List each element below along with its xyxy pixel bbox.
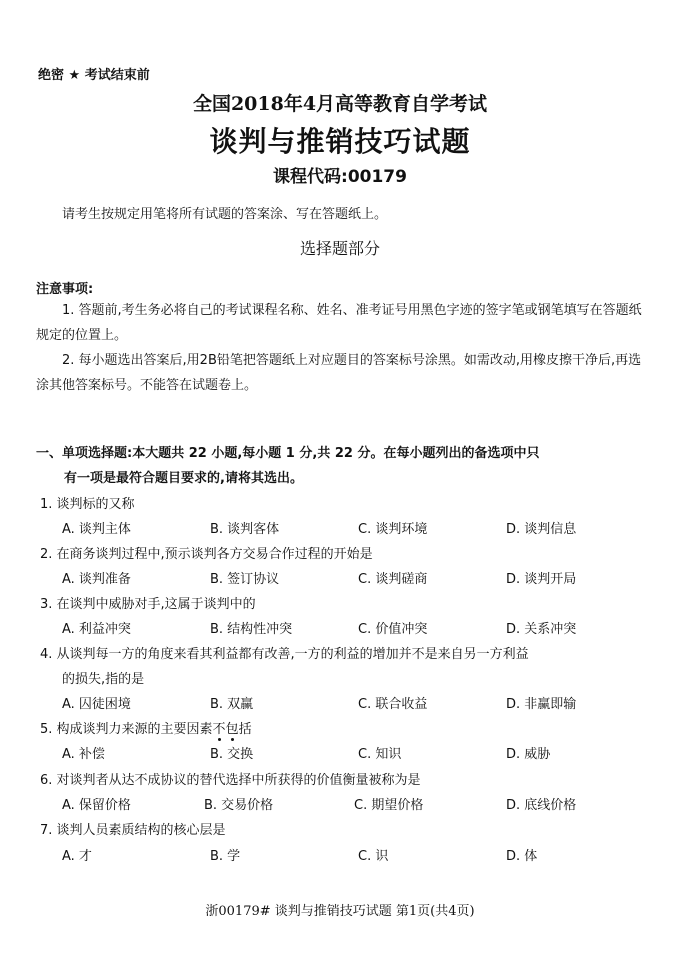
exam-session-line: 全国2018年4月高等教育自学考试 bbox=[192, 93, 488, 115]
section-title: 选择题部分 bbox=[299, 239, 380, 258]
question-6-option-b: B. 交易价格 bbox=[204, 798, 274, 813]
notes-title: 注意事项: bbox=[36, 282, 94, 297]
question-5-stem-end: 括 bbox=[238, 722, 252, 737]
question-4-option-c: C. 联合收益 bbox=[358, 697, 428, 712]
instruction-text: 请考生按规定用笔将所有试题的答案涂、写在答题纸上。 bbox=[62, 207, 388, 222]
question-1-option-d: D. 谈判信息 bbox=[506, 522, 577, 537]
question-6-option-d: D. 底线价格 bbox=[506, 798, 577, 813]
part1-heading-line2: 有一项是最符合题目要求的,请将其选出。 bbox=[64, 471, 303, 486]
question-5-option-c: C. 知识 bbox=[358, 747, 402, 762]
question-1-option-a: A. 谈判主体 bbox=[62, 522, 131, 537]
note-item-1: 1. 答题前,考生务必将自己的考试课程名称、姓名、准考证号用黑色字迹的签字笔或钢笔填写在答题纸规定的位置上。 bbox=[36, 303, 642, 343]
question-1-stem: 1. 谈判标的又称 bbox=[40, 497, 135, 512]
page-title: 谈判与推销技巧试题 bbox=[209, 125, 471, 158]
emphasis-dot-char: 不 bbox=[213, 718, 226, 737]
confidential-label: 绝密 ★ 考试结束前 bbox=[38, 68, 150, 83]
question-3-stem: 3. 在谈判中威胁对手,这属于谈判中的 bbox=[40, 597, 256, 612]
part1-heading-line1: 一、单项选择题:本大题共 22 小题,每小题 1 分,共 22 分。在每小题列出的备选项中只 bbox=[36, 446, 540, 461]
question-2-stem: 2. 在商务谈判过程中,预示谈判各方交易合作过程的开始是 bbox=[40, 547, 373, 562]
question-7-option-c: C. 识 bbox=[358, 849, 389, 864]
question-4-option-a: A. 囚徒困境 bbox=[62, 697, 131, 712]
question-5-option-a: A. 补偿 bbox=[62, 747, 105, 762]
emphasis-dot-char: 包 bbox=[226, 718, 239, 737]
question-5-stem-text: 5. 构成谈判力来源的主要因素 bbox=[40, 722, 213, 737]
question-3-option-b: B. 结构性冲突 bbox=[210, 622, 293, 637]
question-1-option-b: B. 谈判客体 bbox=[210, 522, 280, 537]
question-6-option-a: A. 保留价格 bbox=[62, 798, 131, 813]
question-7-option-d: D. 体 bbox=[506, 849, 538, 864]
question-4-stem-continued: 的损失,指的是 bbox=[62, 672, 145, 687]
question-2-option-d: D. 谈判开局 bbox=[506, 572, 577, 587]
question-5-option-d: D. 威胁 bbox=[506, 747, 551, 762]
note-item-2: 2. 每小题选出答案后,用2B铅笔把答题纸上对应题目的答案标号涂黑。如需改动,用橡皮擦干净后,再选涂其他答案标号。不能答在试题卷上。 bbox=[36, 353, 642, 393]
question-7-stem: 7. 谈判人员素质结构的核心层是 bbox=[40, 823, 226, 838]
question-5-option-b: B. 交换 bbox=[210, 747, 254, 762]
question-7-option-a: A. 才 bbox=[62, 849, 92, 864]
question-5-stem bbox=[40, 718, 252, 737]
page-footer: 浙00179# 谈判与推销技巧试题 第1页(共4页) bbox=[205, 904, 475, 919]
question-3-option-c: C. 价值冲突 bbox=[358, 622, 428, 637]
question-3-option-d: D. 关系冲突 bbox=[506, 622, 577, 637]
question-4-option-b: B. 双赢 bbox=[210, 697, 254, 712]
part1-heading bbox=[36, 441, 636, 491]
course-code: 课程代码:00179 bbox=[273, 167, 407, 187]
question-3-option-a: A. 利益冲突 bbox=[62, 622, 131, 637]
question-2-option-a: A. 谈判准备 bbox=[62, 572, 131, 587]
question-4-stem: 4. 从谈判每一方的角度来看其利益都有改善,一方的利益的增加并不是来自另一方利益 bbox=[40, 647, 529, 662]
question-4-option-d: D. 非赢即输 bbox=[506, 697, 577, 712]
question-6-stem: 6. 对谈判者从达不成协议的替代选择中所获得的价值衡量被称为是 bbox=[40, 773, 421, 788]
question-1-option-c: C. 谈判环境 bbox=[358, 522, 428, 537]
question-2-option-c: C. 谈判磋商 bbox=[358, 572, 428, 587]
question-7-option-b: B. 学 bbox=[210, 849, 241, 864]
question-6-option-c: C. 期望价格 bbox=[354, 798, 424, 813]
question-2-option-b: B. 签订协议 bbox=[210, 572, 280, 587]
